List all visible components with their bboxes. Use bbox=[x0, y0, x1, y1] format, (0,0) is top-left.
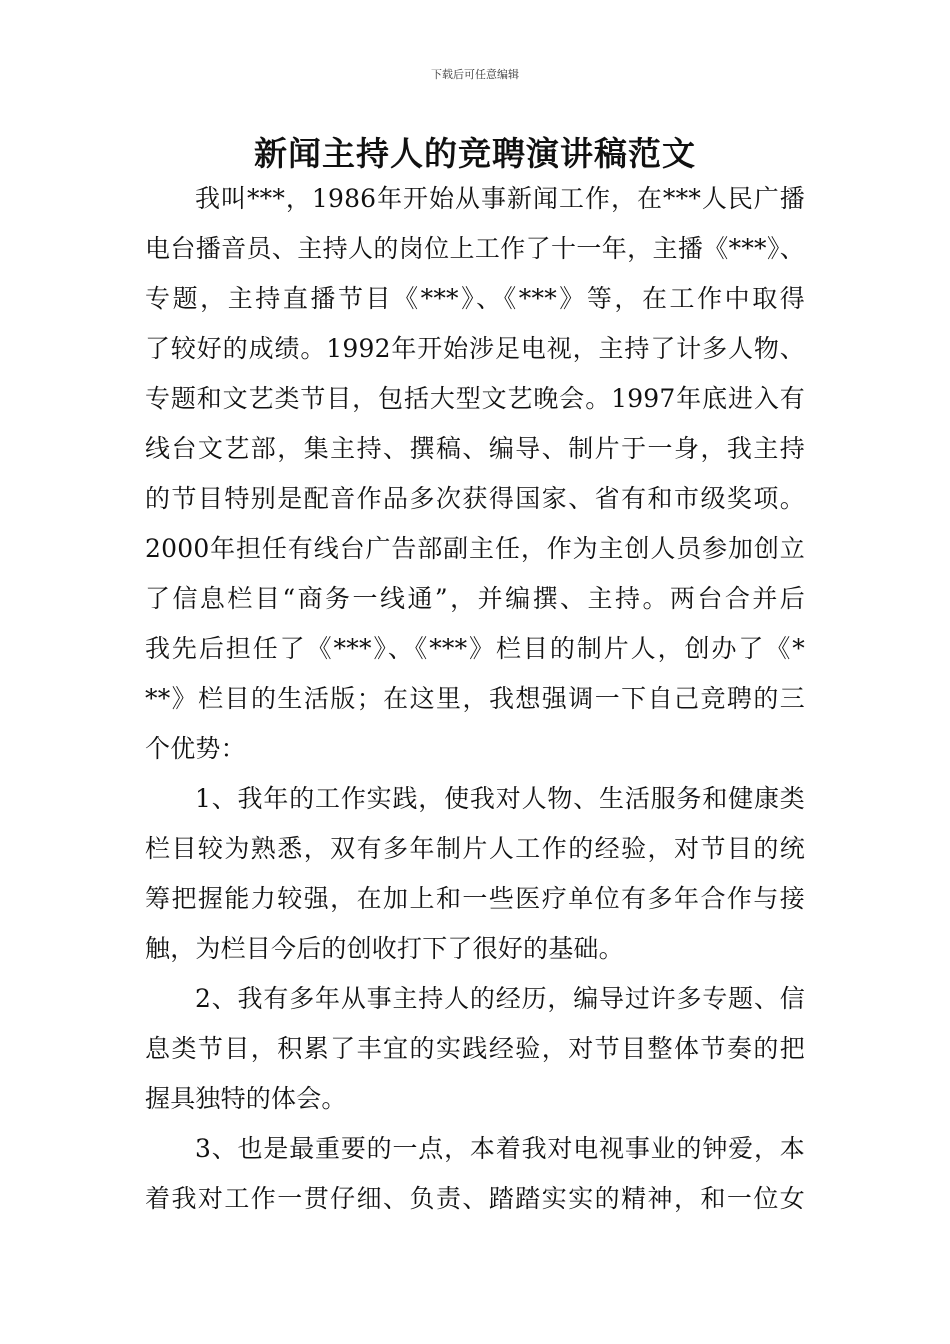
text-line: 2、我有多年从事主持人的经历，编导过许多专题、信 bbox=[195, 984, 805, 1013]
text-line: 我叫***，1986年开始从事新闻工作，在***人民广播 bbox=[195, 184, 805, 213]
text-line: 着我对工作一贯仔细、负责、踏踏实实的精神，和一位女 bbox=[145, 1184, 805, 1213]
text-line: 专题，主持直播节目《***》、《***》等，在工作中取得 bbox=[145, 284, 805, 313]
text-line: 握具独特的体会。 bbox=[145, 1084, 347, 1113]
header-note: 下载后可任意编辑 bbox=[431, 68, 519, 81]
text-line: **》栏目的生活版；在这里，我想强调一下自己竞聘的三 bbox=[145, 684, 805, 713]
text-line: 专题和文艺类节目，包括大型文艺晚会。1997年底进入有 bbox=[145, 384, 805, 413]
text-line: 个优势： bbox=[145, 734, 246, 763]
text-line: 息类节目，积累了丰宜的实践经验，对节目整体节奏的把 bbox=[145, 1034, 805, 1063]
text-line: 筹把握能力较强，在加上和一些医疗单位有多年合作与接 bbox=[145, 884, 805, 913]
text-line: 2000年担任有线台广告部副主任，作为主创人员参加创立 bbox=[145, 534, 805, 563]
document-title: 新闻主持人的竞聘演讲稿范文 bbox=[254, 134, 696, 173]
document-body bbox=[145, 174, 805, 1224]
text-line: 了信息栏目“商务一线通”，并编撰、主持。两台合并后 bbox=[145, 584, 805, 613]
text-line: 的节目特别是配音作品多次获得国家、省有和市级奖项。 bbox=[145, 484, 805, 513]
text-line: 我先后担任了《***》、《***》栏目的制片人，创办了《* bbox=[145, 634, 805, 663]
text-line: 3、也是最重要的一点，本着我对电视事业的钟爱，本 bbox=[195, 1134, 805, 1163]
text-line: 栏目较为熟悉，双有多年制片人工作的经验，对节目的统 bbox=[145, 834, 805, 863]
text-line: 线台文艺部，集主持、撰稿、编导、制片于一身，我主持 bbox=[145, 434, 805, 463]
text-line: 触，为栏目今后的创收打下了很好的基础。 bbox=[145, 934, 624, 963]
text-line: 1、我年的工作实践，使我对人物、生活服务和健康类 bbox=[195, 784, 805, 813]
text-line: 了较好的成绩。1992年开始涉足电视，主持了计多人物、 bbox=[145, 334, 805, 363]
text-line: 电台播音员、主持人的岗位上工作了十一年，主播《***》、 bbox=[145, 234, 805, 263]
